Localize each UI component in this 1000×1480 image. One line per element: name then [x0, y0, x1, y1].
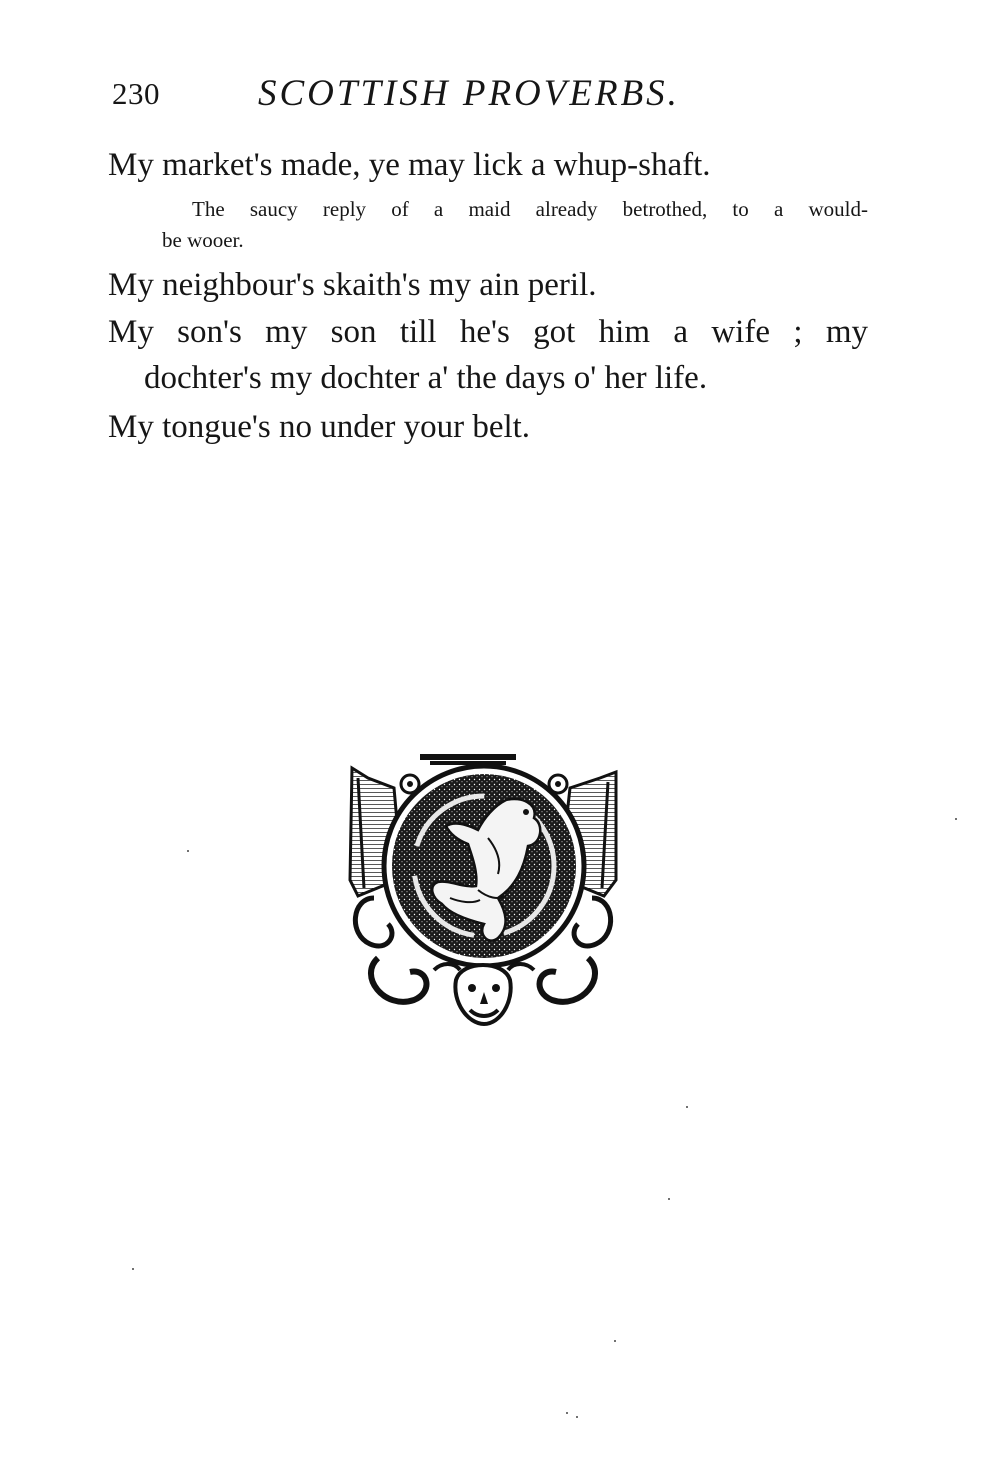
proverb-son-line-1: My son's my son till he's got him a wife ; my	[108, 314, 868, 350]
proverb-tongue: My tongue's no under your belt.	[108, 409, 531, 445]
running-title: SCOTTISH PROVERBS.	[258, 73, 680, 114]
paper-speck	[955, 818, 957, 820]
paper-speck	[614, 1340, 616, 1342]
paper-speck	[686, 1106, 688, 1108]
paper-speck	[132, 1268, 134, 1270]
paper-speck	[187, 850, 189, 852]
running-head	[112, 72, 912, 116]
page-number: 230	[112, 76, 160, 111]
paper-speck	[576, 1416, 578, 1418]
proverb-neighbour: My neighbour's skaith's my ain peril.	[108, 267, 597, 303]
proverb-son-line-2: dochter's my dochter a' the days o' her life.	[144, 360, 708, 396]
proverb-son	[108, 309, 868, 401]
paper-speck	[668, 1198, 670, 1200]
note-line-1: The saucy reply of a maid already betrothed, to a would-	[192, 197, 868, 221]
note-line-2: be wooer.	[162, 228, 244, 252]
proverb-market: My market's made, ye may lick a whup-shaft.	[108, 147, 711, 183]
heraldic-bear-cartouche-icon	[338, 748, 628, 1038]
proverb-note	[138, 194, 868, 256]
paper-speck	[566, 1412, 568, 1414]
